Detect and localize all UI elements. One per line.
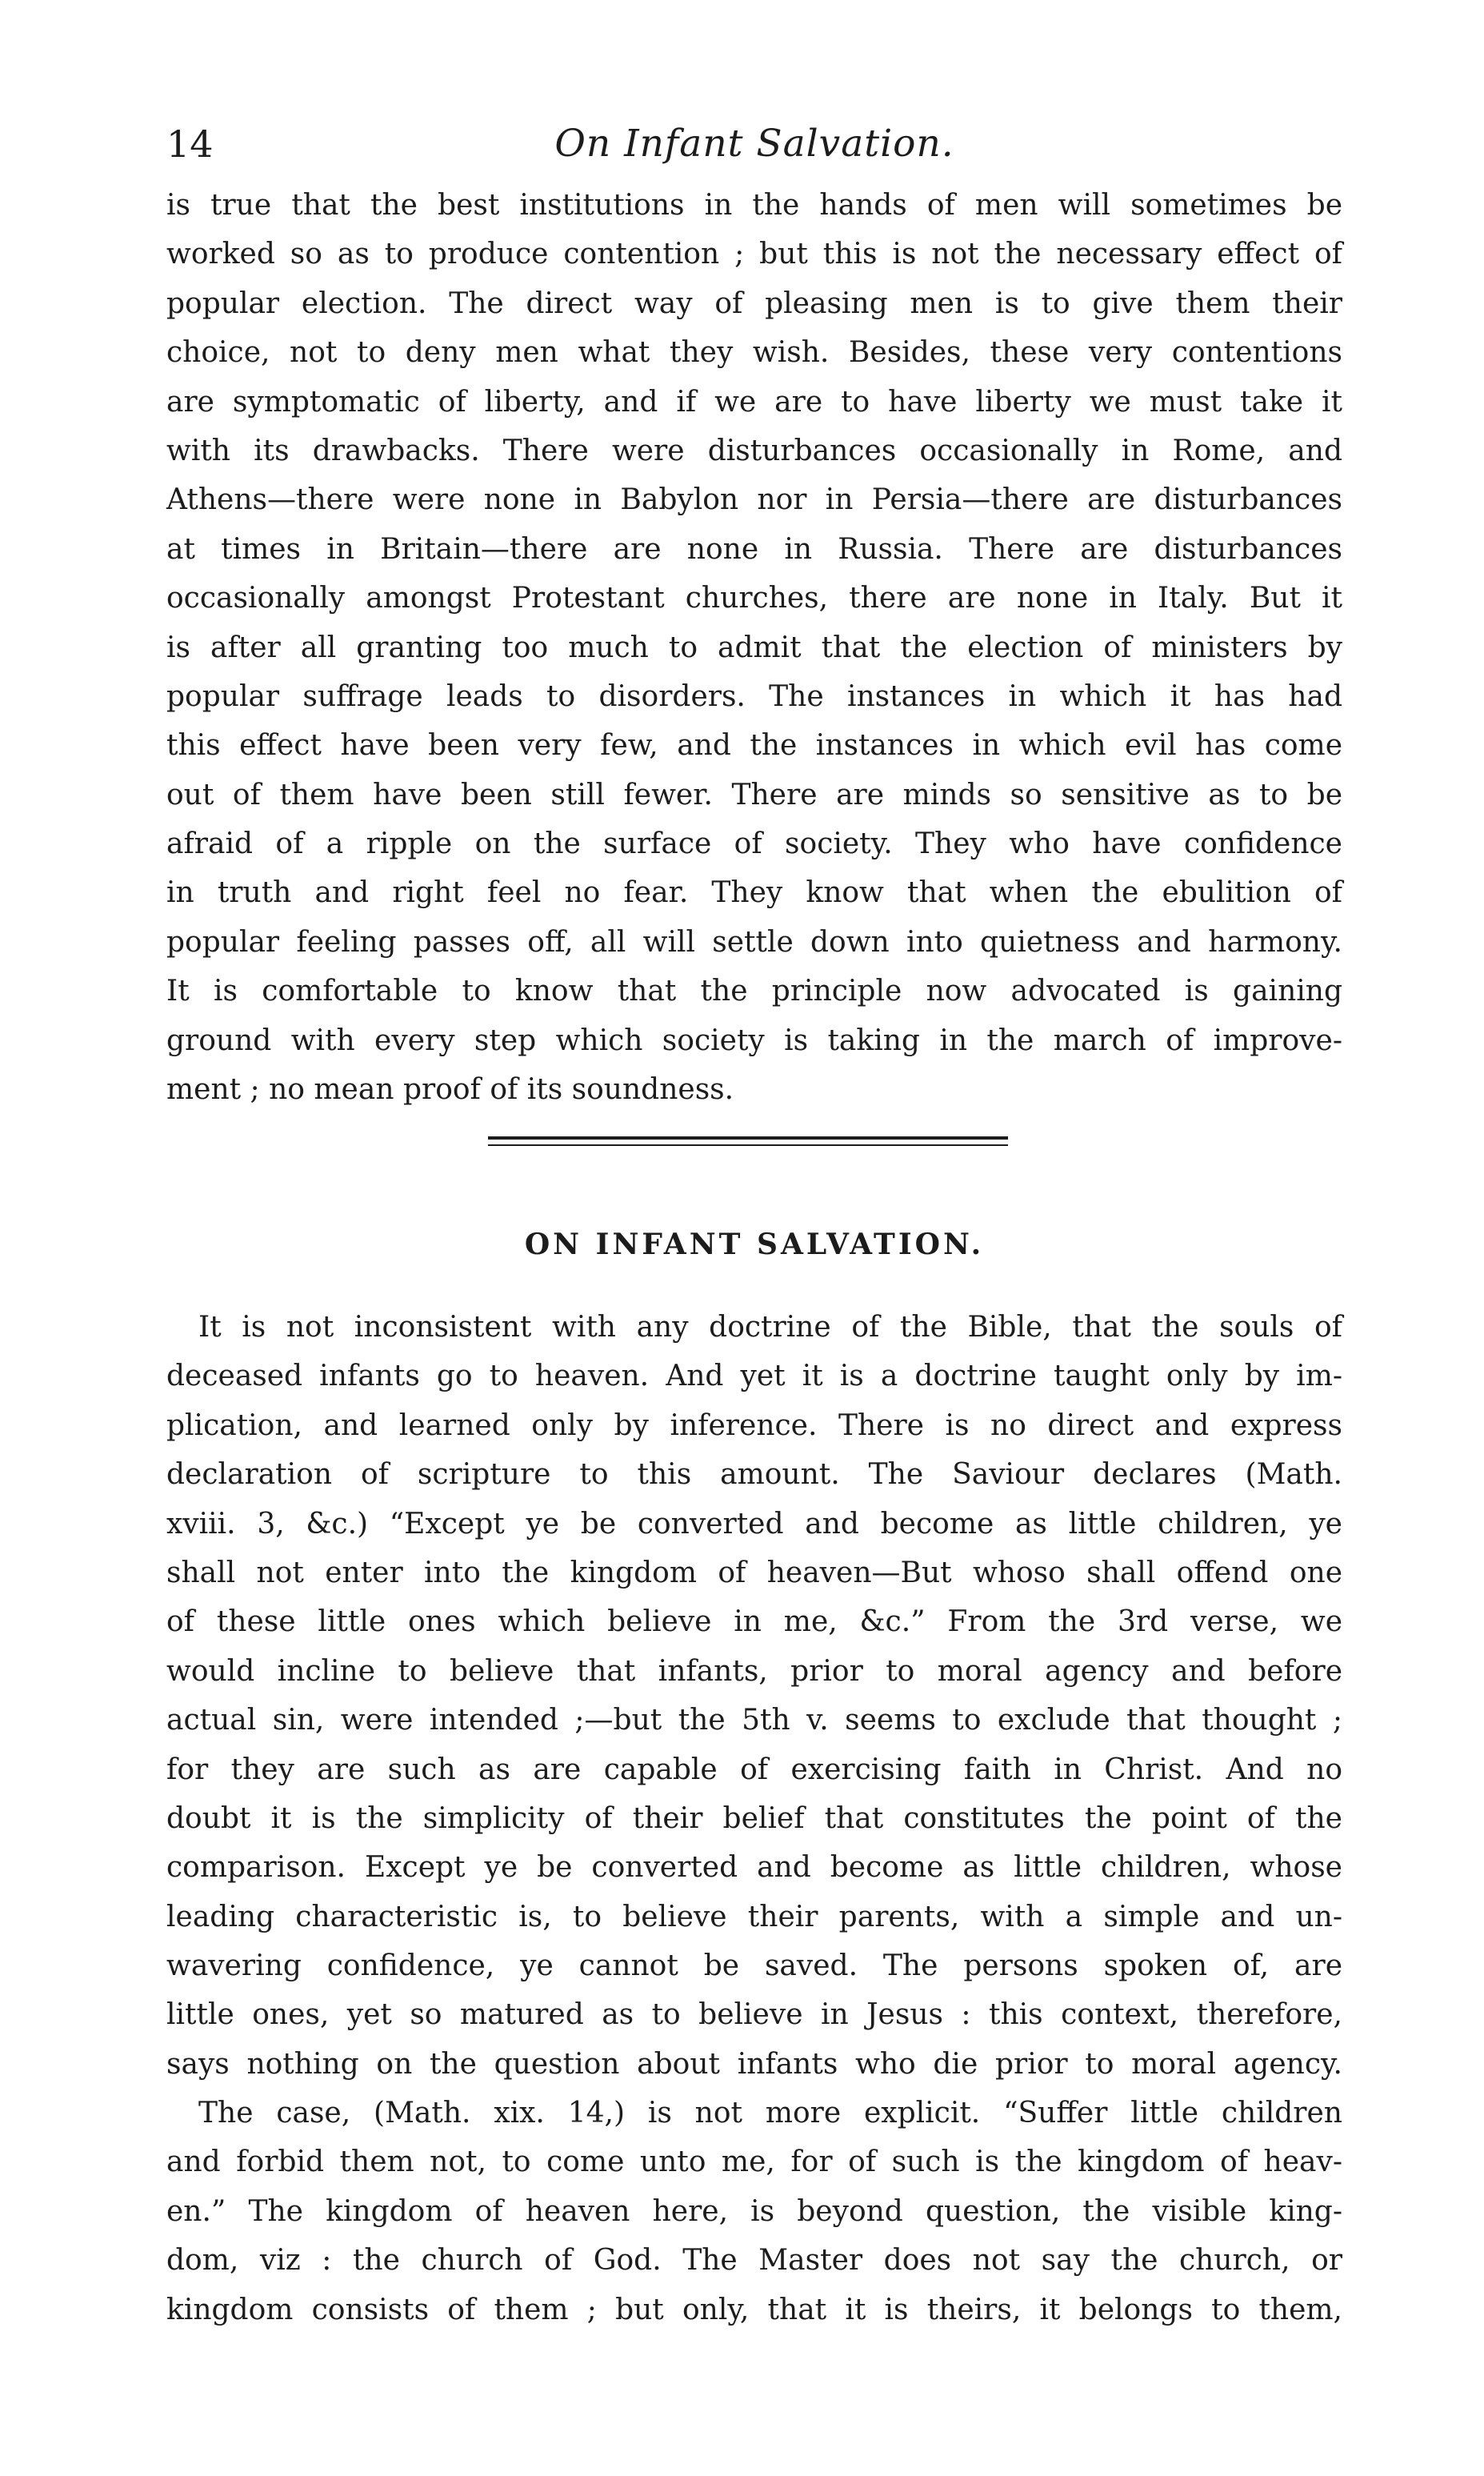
text-line: of these little ones which believe in me, &c.” From the 3rd verse, we (166, 1605, 1342, 1639)
text-line: Athens—there were none in Babylon nor in Persia—there are disturbances (166, 483, 1342, 517)
text-line: says nothing on the question about infants who die prior to moral agency. (166, 2047, 1342, 2081)
text-line: It is comfortable to know that the principle now advocated is gaining (166, 975, 1342, 1008)
text-line: ground with every step which society is taking in the march of improve- (166, 1024, 1342, 1057)
text-line: ment ; no mean proof of its soundness. (166, 1073, 734, 1107)
text-line: are symptomatic of liberty, and if we are to have liberty we must take it (166, 385, 1342, 419)
text-line: in truth and right feel no fear. They know that when the ebulition of (166, 876, 1342, 910)
text-line: comparison. Except ye be converted and become as little children, whose (166, 1851, 1342, 1885)
text-line: popular suffrage leads to disorders. The instances in which it has had (166, 679, 1342, 713)
text-line: declaration of scripture to this amount. The Saviour declares (Math. (166, 1458, 1342, 1492)
section-paragraph-1 (166, 1303, 1342, 2089)
text-line: It is not inconsistent with any doctrine of the Bible, that the souls of (198, 1311, 1342, 1344)
text-line: with its drawbacks. There were disturbances occasionally in Rome, and (166, 434, 1342, 467)
text-line: wavering confidence, ye cannot be saved. The persons spoken of, are (166, 1949, 1342, 1983)
text-line: xviii. 3, &c.) “Except ye be converted and become as little children, ye (166, 1507, 1342, 1540)
text-line: for they are such as are capable of exercising faith in Christ. And no (166, 1753, 1342, 1786)
text-line: doubt it is the simplicity of their belief that constitutes the point of the (166, 1801, 1342, 1835)
divider-rule-thin (488, 1144, 1008, 1146)
text-line: en.” The kingdom of heaven here, is beyond question, the visible king- (166, 2194, 1342, 2228)
text-line: kingdom consists of them ; but only, that it is theirs, it belongs to them, (166, 2293, 1342, 2326)
text-line: worked so as to produce contention ; but this is not the necessary effect of (166, 238, 1342, 271)
section-divider (488, 1136, 1008, 1149)
text-line: plication, and learned only by inference. There is no direct and express (166, 1408, 1342, 1442)
text-line: little ones, yet so matured as to believe in Jesus : this context, therefore, (166, 1998, 1342, 2032)
page-header (166, 112, 1342, 176)
text-line: and forbid them not, to come unto me, for of such is the kingdom of heav- (166, 2145, 1342, 2179)
text-line: afraid of a ripple on the surface of society. They who have confidence (166, 827, 1342, 861)
text-line: is true that the best institutions in the hands of men will sometimes be (166, 189, 1342, 222)
text-line: leading characteristic is, to believe their parents, with a simple and un- (166, 1900, 1342, 1933)
text-line: shall not enter into the kingdom of heaven—But whoso shall offend one (166, 1556, 1342, 1589)
text-line: deceased infants go to heaven. And yet it is a doctrine taught only by im- (166, 1360, 1342, 1393)
text-line: occasionally amongst Protestant churches, there are none in Italy. But it (166, 582, 1342, 615)
section-paragraph-2 (166, 2089, 1342, 2334)
running-title: On Infant Salvation. (554, 122, 954, 166)
text-line: The case, (Math. xix. 14,) is not more explicit. “Suffer little children (198, 2097, 1342, 2129)
text-line: out of them have been still fewer. There are minds so sensitive as to be (166, 778, 1342, 811)
text-line: popular election. The direct way of pleasing men is to give them their (166, 286, 1342, 320)
text-line: dom, viz : the church of God. The Master does not say the church, or (166, 2244, 1342, 2278)
continuation-paragraph (166, 181, 1342, 1114)
page-number: 14 (166, 122, 214, 166)
text-line: actual sin, were intended ;—but the 5th v. seems to exclude that thought ; (166, 1704, 1342, 1737)
text-line: would incline to believe that infants, prior to moral agency and before (166, 1654, 1342, 1688)
divider-rule-thick (488, 1136, 1008, 1140)
text-line: at times in Britain—there are none in Russia. There are disturbances (166, 532, 1342, 566)
text-line: popular feeling passes off, all will settle down into quietness and harmony. (166, 925, 1342, 959)
text-line: choice, not to deny men what they wish. Besides, these very contentions (166, 336, 1342, 370)
text-line: this effect have been very few, and the instances in which evil has come (166, 729, 1342, 763)
text-line: is after all granting too much to admit that the election of ministers by (166, 631, 1342, 664)
section-title: ON INFANT SALVATION. (524, 1228, 985, 1261)
